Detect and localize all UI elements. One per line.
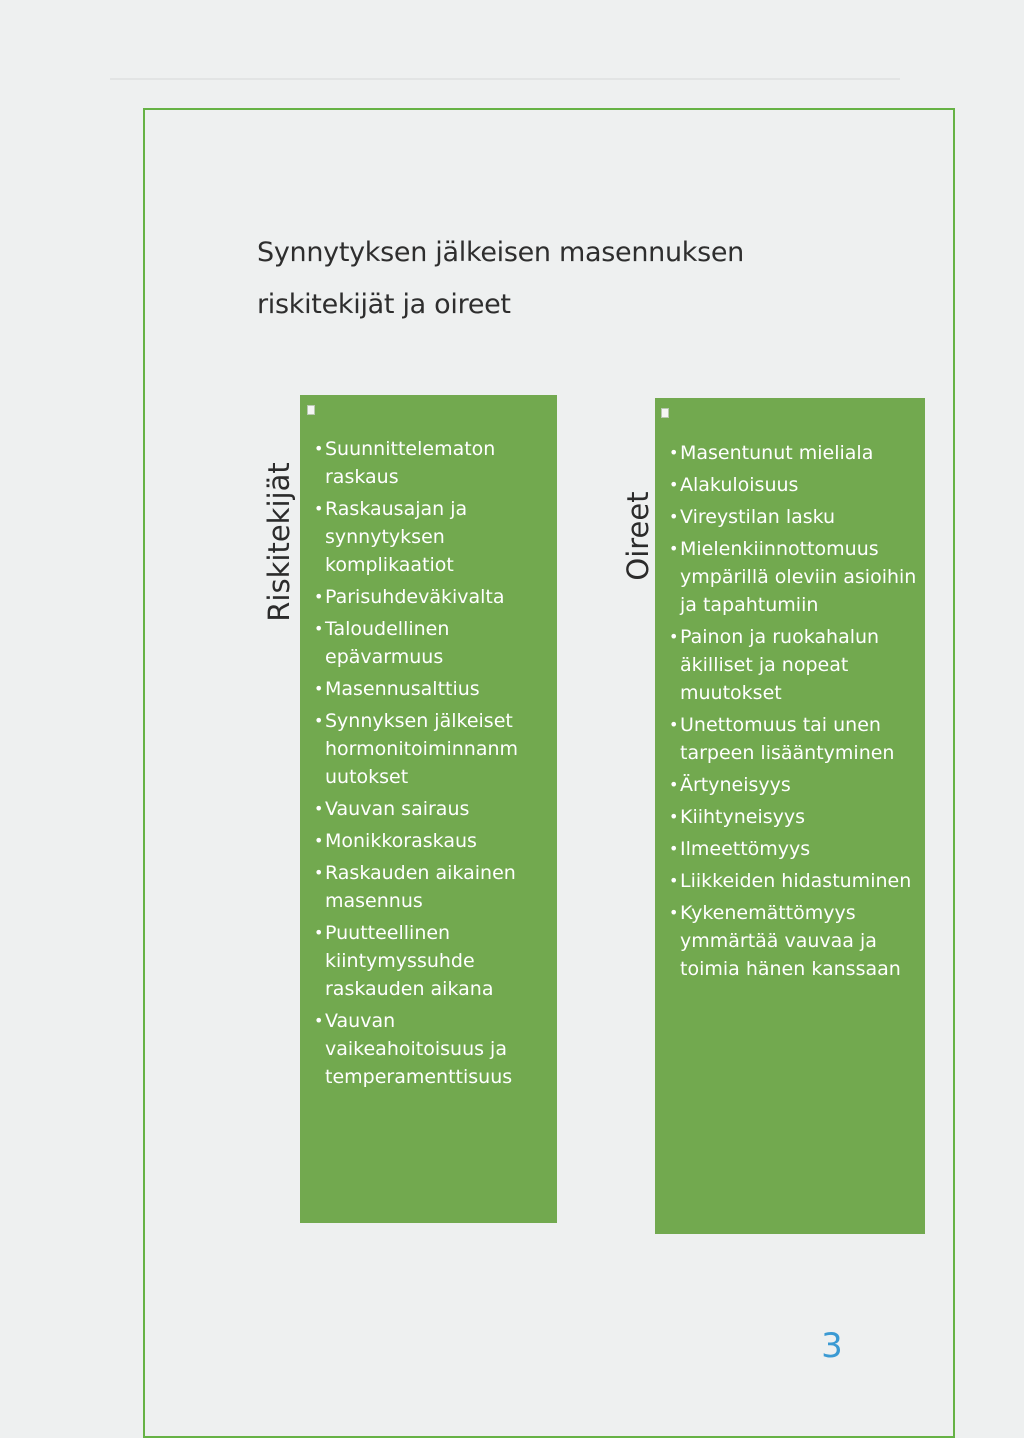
list-item: • Suunnittelematon raskaus <box>314 435 552 491</box>
title-line-2: riskitekijät ja oireet <box>257 289 511 320</box>
risk-factors-heading: Riskitekijät <box>262 462 296 622</box>
list-item: • Mielenkiinnottomuus ympärillä oleviin asioihin ja tapahtumiin <box>669 535 921 619</box>
symptoms-heading: Oireet <box>621 491 655 581</box>
list-item: • Kykenemättömyys ymmärtää vauvaa ja toimia hänen kanssaan <box>669 899 921 983</box>
page-number: 3 <box>821 1326 843 1366</box>
list-item: • Liikkeiden hidastuminen <box>669 867 921 895</box>
list-item: • Painon ja ruokahalun äkilliset ja nopeat muutokset <box>669 623 921 707</box>
scan-line <box>110 78 900 80</box>
list-item: • Masentunut mieliala <box>669 439 921 467</box>
list-item: • Raskausajan ja synnytyksen komplikaatiot <box>314 495 552 579</box>
list-item: • Monikkoraskaus <box>314 827 552 855</box>
symptoms-list <box>669 439 921 987</box>
list-item: • Kiihtyneisyys <box>669 803 921 831</box>
list-item: • Unettomuus tai unen tarpeen lisääntyminen <box>669 711 921 767</box>
panel-handle-icon <box>661 408 669 418</box>
list-item: • Synnyksen jälkeiset hormonitoiminnanm uutokset <box>314 707 552 791</box>
list-item: • Ärtyneisyys <box>669 771 921 799</box>
list-item: • Alakuloisuus <box>669 471 921 499</box>
risk-factors-list <box>314 435 552 1095</box>
list-item: • Taloudellinen epävarmuus <box>314 615 552 671</box>
panel-handle-icon <box>307 405 315 415</box>
symptoms-panel <box>655 398 925 1234</box>
list-item: • Vireystilan lasku <box>669 503 921 531</box>
list-item: • Masennusalttius <box>314 675 552 703</box>
page-title <box>257 227 857 331</box>
list-item: • Vauvan vaikeahoitoisuus ja temperamenttisuus <box>314 1007 552 1091</box>
list-item: • Parisuhdeväkivalta <box>314 583 552 611</box>
list-item: • Raskauden aikainen masennus <box>314 859 552 915</box>
risk-factors-panel <box>300 395 557 1223</box>
list-item: • Vauvan sairaus <box>314 795 552 823</box>
list-item: • Ilmeettömyys <box>669 835 921 863</box>
title-line-1: Synnytyksen jälkeisen masennuksen <box>257 237 744 268</box>
list-item: • Puutteellinen kiintymyssuhde raskauden aikana <box>314 919 552 1003</box>
